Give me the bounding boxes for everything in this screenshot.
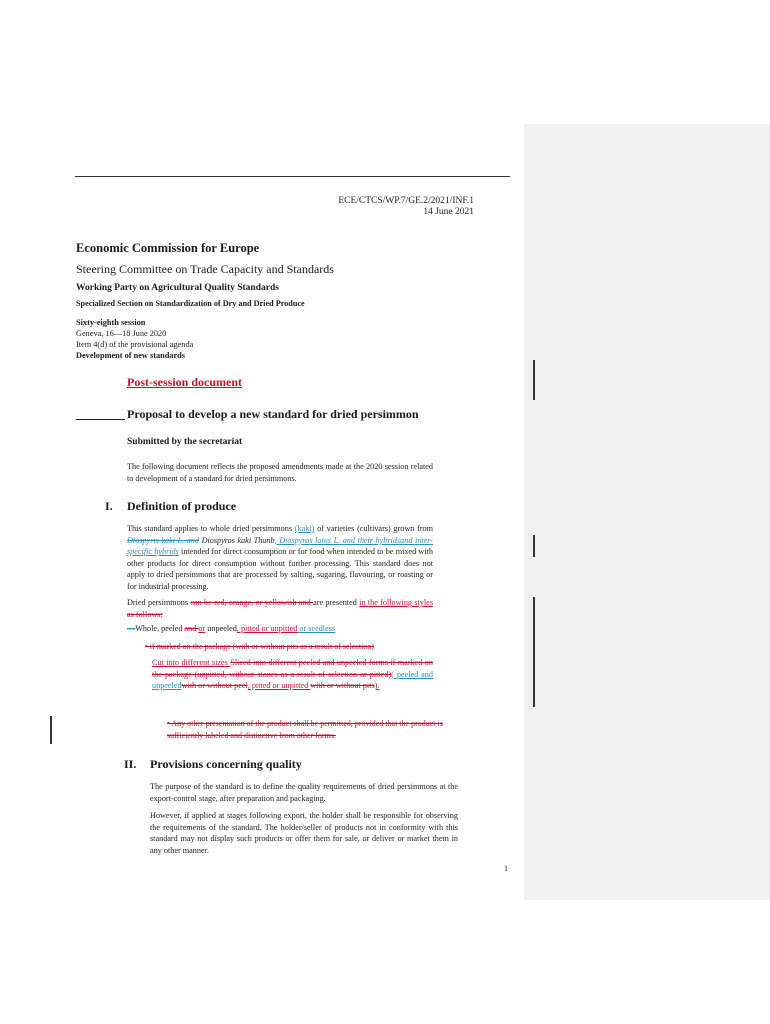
deletion: and	[184, 624, 199, 633]
agenda-item: Item 4(d) of the provisional agenda	[76, 340, 194, 349]
text-run: are presented	[313, 598, 360, 607]
deletion: Sliced into different peeled and unpeeled forms if marked on the package (unpitted, without stones as a result of selection or pitted)	[152, 658, 433, 679]
style-item-whole	[127, 624, 335, 633]
header-rule	[75, 176, 510, 177]
change-bar	[533, 360, 535, 400]
definition-heading-text: Definition of produce	[127, 499, 237, 513]
change-bar	[50, 716, 52, 744]
session-place-date: Geneva, 16—18 June 2020	[76, 329, 167, 338]
document-date: 14 June 2021	[423, 207, 474, 217]
insertion: ).	[374, 681, 380, 691]
committee-title: Steering Committee on Trade Capacity and Standards	[76, 262, 334, 276]
working-party-title: Working Party on Agricultural Quality Standards	[76, 283, 279, 293]
quality-number: II.	[124, 757, 137, 771]
session-info	[76, 317, 193, 361]
proposal-rule	[76, 419, 125, 420]
insertion: , Diospyros lotus L. and their hybrids	[274, 535, 401, 545]
insertion: or	[198, 624, 206, 633]
insertion: and inter- specific hybrids	[127, 535, 433, 557]
deletion: as follows:	[127, 609, 163, 619]
quality-paragraph-1: The purpose of the standard is to define the quality requirements of dried persimmons at the export-control stage, after preparation and packaging.	[150, 782, 458, 803]
intro-paragraph: The following document reflects the proposed amendments made at the 2020 session related to development of a standard for dried persimmons.	[127, 462, 433, 483]
page-number: 1	[504, 864, 508, 873]
change-bar	[533, 535, 535, 557]
style-item-marked-deleted: • if marked on the package (with or without pits as a result of selection)	[145, 642, 374, 651]
insertion: Cut into different sizes	[152, 658, 231, 667]
quality-paragraph-2: However, if applied at stages following export, the holder shall be responsible for observing the requirements of the standard. The holder/seller of products not in conformity with this standard may not display such products or offer them for sale, or deliver or market them in any other manner.	[150, 811, 458, 855]
text-run: Dried persimmons	[127, 598, 191, 607]
text-run: This standard applies to whole dried persimmons	[127, 524, 295, 533]
session-topic: Development of new standards	[76, 351, 186, 360]
deletion: with or without peel	[181, 681, 248, 691]
deletion: with or without pits	[310, 681, 375, 691]
deletion: —	[127, 624, 136, 633]
proposal-title: Proposal to develop a new standard for dried persimmon	[127, 407, 419, 421]
org-title: Economic Commission for Europe	[76, 241, 260, 255]
insertion: ( peeled and unpeeled	[152, 669, 433, 691]
symbol-code: ECE/CTCS/WP.7/GE.2/2021/INF.1	[338, 196, 474, 206]
definition-heading	[105, 499, 236, 514]
style-item-cut	[152, 657, 433, 692]
deletion: Diospyris kaki L. and	[127, 535, 200, 545]
section-title: Specialized Section on Standardization of Dry and Dried Produce	[76, 299, 305, 308]
definition-paragraph-1	[127, 523, 433, 593]
insertion: in the following styles	[359, 598, 434, 607]
change-bar	[533, 597, 535, 707]
insertion: , pitted or unpitted	[236, 624, 298, 633]
text-run: Whole, peeled	[135, 624, 185, 633]
session-name: Sixty-eighth session	[76, 318, 146, 327]
submitted-by: Submitted by the secretariat	[127, 437, 243, 447]
comment-pane	[524, 124, 770, 900]
deletion: can be red, orange, or yellowish and	[190, 598, 314, 607]
quality-heading	[124, 757, 302, 772]
quality-heading-text: Provisions concerning quality	[150, 757, 302, 771]
style-item-other-deleted: • Any other presentation of the product shall be permitted, provided that the product is sufficiently labeled and distinctive from other forms.	[167, 719, 443, 740]
insertion: , pitted or unpitted	[247, 681, 311, 691]
text-run: of varieties (cultivars) grown from	[314, 524, 433, 533]
insertion: or seedless	[297, 624, 336, 633]
text-run: Diospyros kaki Thunb	[199, 535, 275, 545]
definition-number: I.	[105, 499, 113, 513]
post-session-label: Post-session document	[127, 375, 243, 389]
text-run: intended for direct consumption or for food when intended to be mixed with other products for direct consumption without further processing. This standard does not apply to dried persimmons that are processed by salting, sugaring, flavouring, or roasting or for industrial processing.	[127, 547, 433, 591]
definition-paragraph-2	[127, 597, 433, 620]
insertion: (kaki)	[294, 524, 315, 533]
text-run: unpeeled	[205, 624, 237, 633]
document-symbol	[338, 196, 474, 218]
